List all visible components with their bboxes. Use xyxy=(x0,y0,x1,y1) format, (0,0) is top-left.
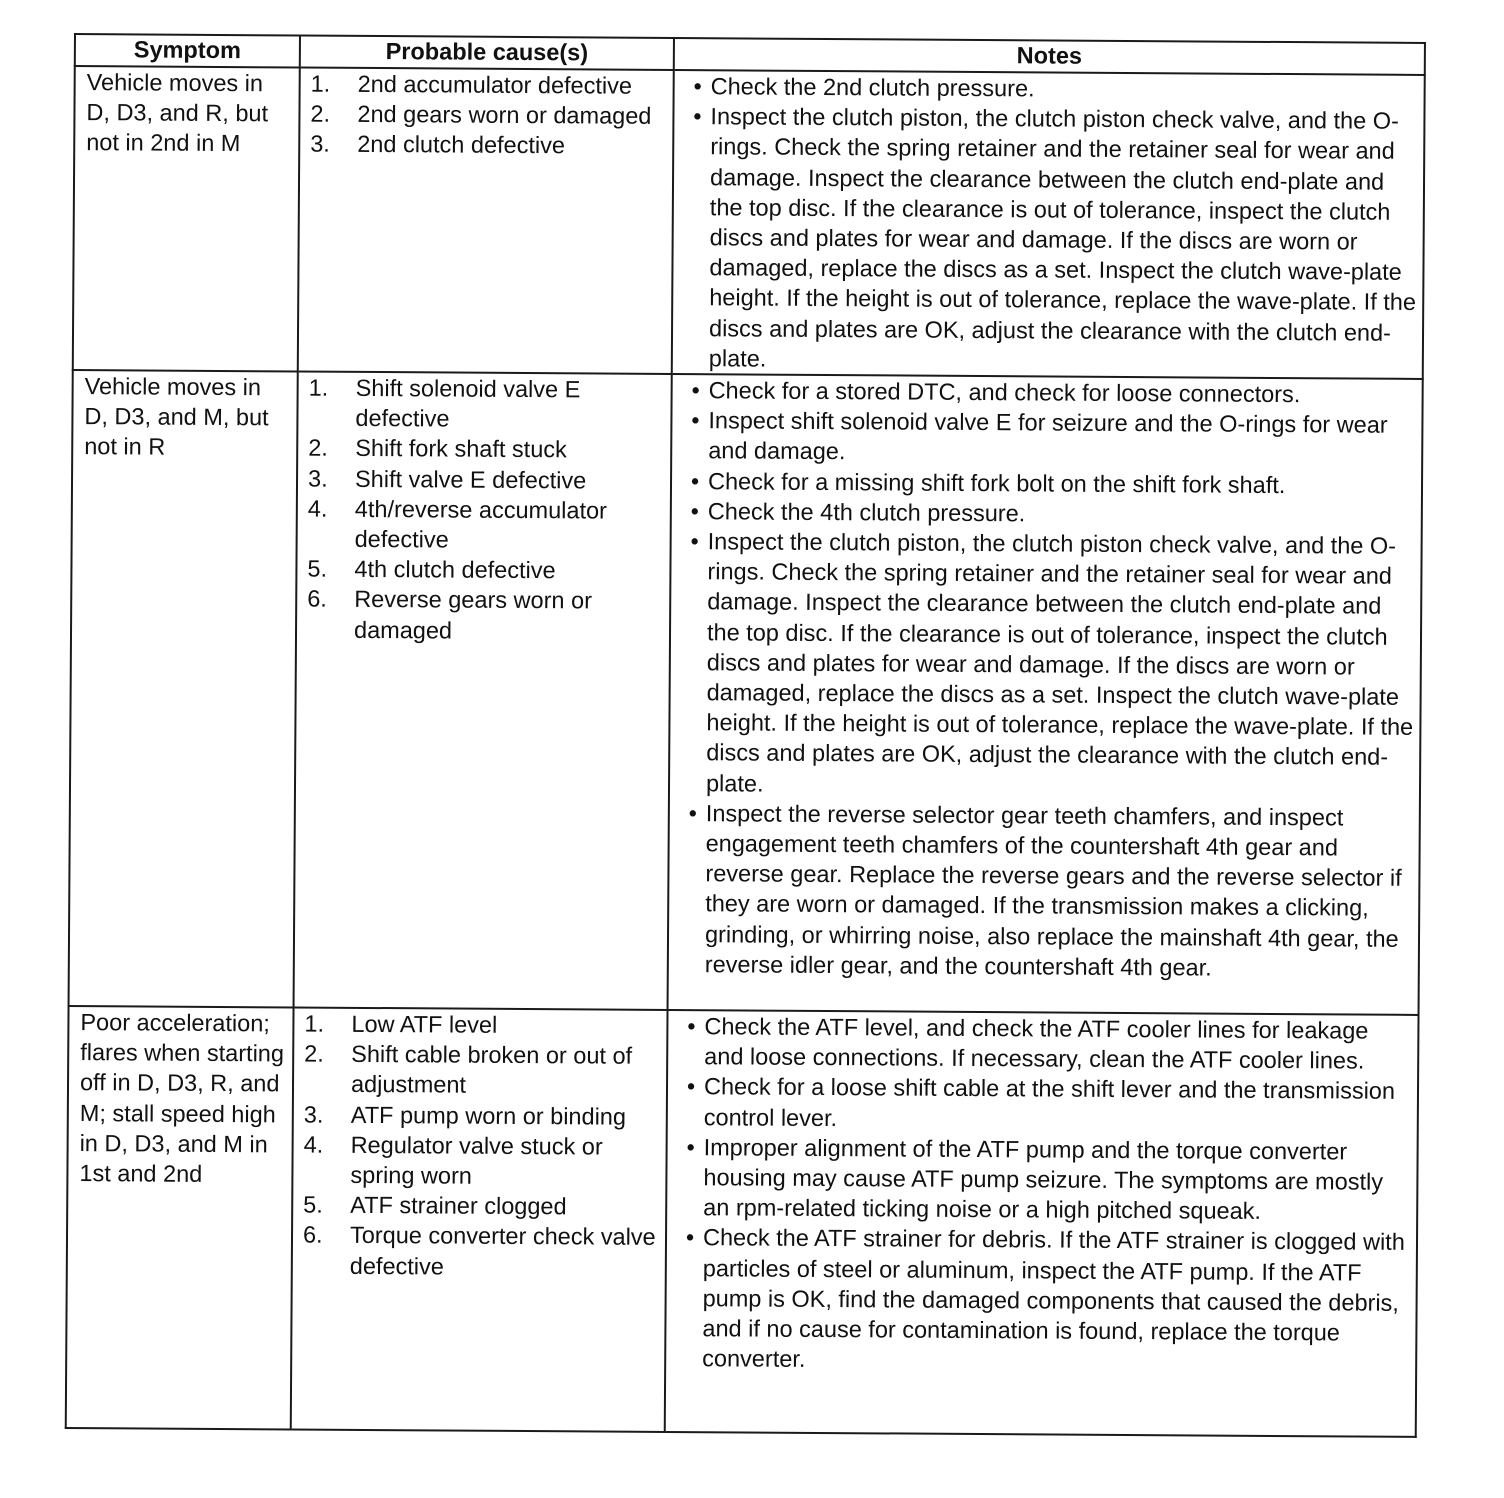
cause-item xyxy=(308,433,666,466)
cause-item xyxy=(307,554,665,587)
cause-text: Torque converter check valve defective xyxy=(349,1222,656,1280)
note-item xyxy=(683,101,1418,378)
cause-list xyxy=(303,1009,663,1283)
cause-item xyxy=(308,373,666,436)
cause-text: 4th/reverse accumulator defective xyxy=(354,495,608,553)
table-row xyxy=(73,66,1425,379)
causes-cell xyxy=(294,372,672,1010)
note-text: Inspect the clutch piston, the clutch piston check valve, and the O-rings. Check the spring retainer and the retainer seal for wear and damage. Inspect the clearance between the clutch end-plate and the top disc. If the clearance is out of tolerance, inspect the clutch discs and plates for wear and damage. If the discs are worn or damaged, replace the discs as a set. Inspect the clutch wave-plate height. If the height is out of tolerance, replace the wave-plate. If the discs and plates are OK, adjust the clearance with the clutch end-plate. xyxy=(705,528,1414,797)
cause-number: 2. xyxy=(310,100,331,127)
cause-text: 2nd gears worn or damaged xyxy=(357,101,652,130)
note-item xyxy=(683,375,1416,410)
cause-number: 2. xyxy=(304,1040,324,1067)
troubleshooting-sheet xyxy=(65,33,1424,1438)
note-list xyxy=(683,71,1418,378)
note-text: Check the ATF strainer for debris. If the ATF strainer is clogged with particles of steel or aluminum, inspect the ATF pump. If the ATF pump is OK, find the damaged components that caused the debris, and if no cause for contamination is found, replace the torque converter. xyxy=(702,1224,1405,1373)
cause-item xyxy=(303,1129,661,1192)
symptom-text: Vehicle moves in D, D3, and R, but not in 2nd in M xyxy=(86,69,269,157)
note-text: Inspect the clutch piston, the clutch piston check valve, and the O-rings. Check the spring retainer and the retainer seal for wear and damage. Inspect the clearance between the clutch end-plate and the top disc. If the clearance is out of tolerance, inspect the clutch discs and plates for wear and damage. If the discs are worn or damaged, replace the discs as a set. Inspect the clutch wave-plate height. If the height is out of tolerance, replace the wave-plate. If the discs and plates are OK, adjust the clearance with the clutch end-plate. xyxy=(708,103,1417,372)
notes-cell xyxy=(672,70,1425,379)
symptom-cell xyxy=(69,370,298,1007)
note-list xyxy=(676,1011,1411,1378)
table-row xyxy=(66,1006,1419,1437)
cause-list xyxy=(310,69,669,162)
notes-cell xyxy=(668,374,1423,1015)
cause-text: ATF strainer clogged xyxy=(350,1192,567,1220)
cause-number: 5. xyxy=(303,1191,323,1218)
note-item xyxy=(682,405,1415,470)
cause-text: Shift solenoid valve E defective xyxy=(355,374,581,432)
note-item xyxy=(685,71,1418,106)
note-text: Check the 2nd clutch pressure. xyxy=(710,73,1035,102)
cause-text: 4th clutch defective xyxy=(354,556,556,584)
table-row xyxy=(69,370,1423,1015)
note-item xyxy=(679,798,1413,984)
cause-item xyxy=(304,1009,662,1042)
note-text: Improper alignment of the ATF pump and the torque converter housing may cause ATF pump seizure. The symptoms are mostly an rpm-related ticking noise or a high pitched squeak. xyxy=(703,1134,1384,1225)
cause-text: Regulator valve stuck or spring worn xyxy=(350,1131,603,1189)
note-text: Check the 4th clutch pressure. xyxy=(707,498,1026,527)
cause-item xyxy=(310,99,668,132)
bullet-icon: • xyxy=(691,407,700,434)
bullet-icon: • xyxy=(690,497,700,524)
note-item xyxy=(682,466,1415,501)
cause-item xyxy=(303,1220,661,1283)
header-notes: Notes xyxy=(674,38,1425,75)
note-item xyxy=(680,526,1415,803)
note-item xyxy=(678,1011,1411,1076)
cause-number: 1. xyxy=(308,374,329,401)
cause-item xyxy=(310,129,668,162)
troubleshooting-table xyxy=(65,33,1426,1438)
cause-number: 3. xyxy=(310,130,330,158)
header-symptom: Symptom xyxy=(75,34,300,67)
note-item xyxy=(682,496,1415,531)
cause-text: 2nd clutch defective xyxy=(357,131,566,159)
note-list xyxy=(679,375,1416,984)
note-text: Inspect shift solenoid valve E for seizure and the O-rings for wear and damage. xyxy=(708,407,1388,465)
cause-number: 4. xyxy=(303,1131,324,1158)
header-probable-causes: Probable cause(s) xyxy=(300,35,674,69)
bullet-icon: • xyxy=(685,1224,695,1251)
cause-number: 4. xyxy=(307,495,328,522)
cause-number: 5. xyxy=(307,555,328,582)
bullet-icon: • xyxy=(688,799,698,827)
bullet-icon: • xyxy=(690,467,700,494)
cause-text: Shift fork shaft stuck xyxy=(355,435,567,463)
cause-list xyxy=(307,373,667,647)
bullet-icon: • xyxy=(693,73,702,100)
cause-item xyxy=(304,1039,662,1102)
bullet-icon: • xyxy=(686,1133,695,1160)
note-text: Check for a loose shift cable at the shift lever and the transmission control lever. xyxy=(703,1073,1396,1131)
notes-cell xyxy=(665,1010,1419,1437)
cause-item xyxy=(308,493,666,556)
cause-item xyxy=(303,1190,661,1223)
bullet-icon: • xyxy=(693,103,702,130)
note-text: Check for a stored DTC, and check for loose connectors. xyxy=(708,377,1301,408)
cause-text: ATF pump worn or binding xyxy=(350,1101,627,1130)
bullet-icon: • xyxy=(686,1073,696,1100)
cause-text: Shift cable broken or out of adjustment xyxy=(350,1041,633,1099)
causes-cell xyxy=(291,1008,668,1432)
cause-item xyxy=(307,584,665,647)
cause-item xyxy=(308,463,666,496)
cause-item xyxy=(304,1099,662,1132)
cause-number: 1. xyxy=(310,70,331,97)
note-text: Check for a missing shift fork bolt on the shift fork shaft. xyxy=(707,467,1286,498)
cause-number: 3. xyxy=(307,465,328,492)
symptom-cell xyxy=(66,1006,294,1429)
bullet-icon: • xyxy=(690,528,699,555)
symptom-cell xyxy=(73,66,300,372)
note-text: Check the ATF level, and check the ATF cooler lines for leakage and loose connections. If necessary, clean the ATF cooler lines. xyxy=(704,1013,1369,1074)
symptom-text: Vehicle moves in D, D3, and M, but not in R xyxy=(84,373,269,461)
cause-number: 1. xyxy=(304,1010,325,1037)
cause-text: Shift valve E defective xyxy=(354,465,587,494)
cause-number: 6. xyxy=(302,1221,323,1249)
cause-text: 2nd accumulator defective xyxy=(357,70,633,99)
note-item xyxy=(678,1071,1411,1136)
cause-number: 2. xyxy=(308,435,328,462)
cause-number: 6. xyxy=(307,586,327,613)
causes-cell xyxy=(298,67,674,374)
note-item xyxy=(677,1132,1411,1227)
bullet-icon: • xyxy=(691,377,700,404)
cause-item xyxy=(311,69,669,102)
symptom-text: Poor acceleration; flares when starting off in D, D3, R, and M; stall speed high in D, D3, and M in 1st and 2nd xyxy=(79,1009,285,1187)
bullet-icon: • xyxy=(687,1013,696,1040)
note-text: Inspect the reverse selector gear teeth chamfers, and inspect engagement teeth chamfers of the countershaft 4th gear and reverse gear. Replace the reverse gears and the reverse selector if they are worn or damaged. If the transmission makes a clicking, grinding, or whirring noise, also replace the mainshaft 4th gear, the reverse idler gear, and the countershaft 4th gear. xyxy=(704,800,1402,981)
note-item xyxy=(676,1222,1410,1378)
cause-text: Reverse gears worn or damaged xyxy=(353,586,593,644)
cause-number: 3. xyxy=(303,1101,324,1128)
cause-text: Low ATF level xyxy=(351,1010,498,1038)
